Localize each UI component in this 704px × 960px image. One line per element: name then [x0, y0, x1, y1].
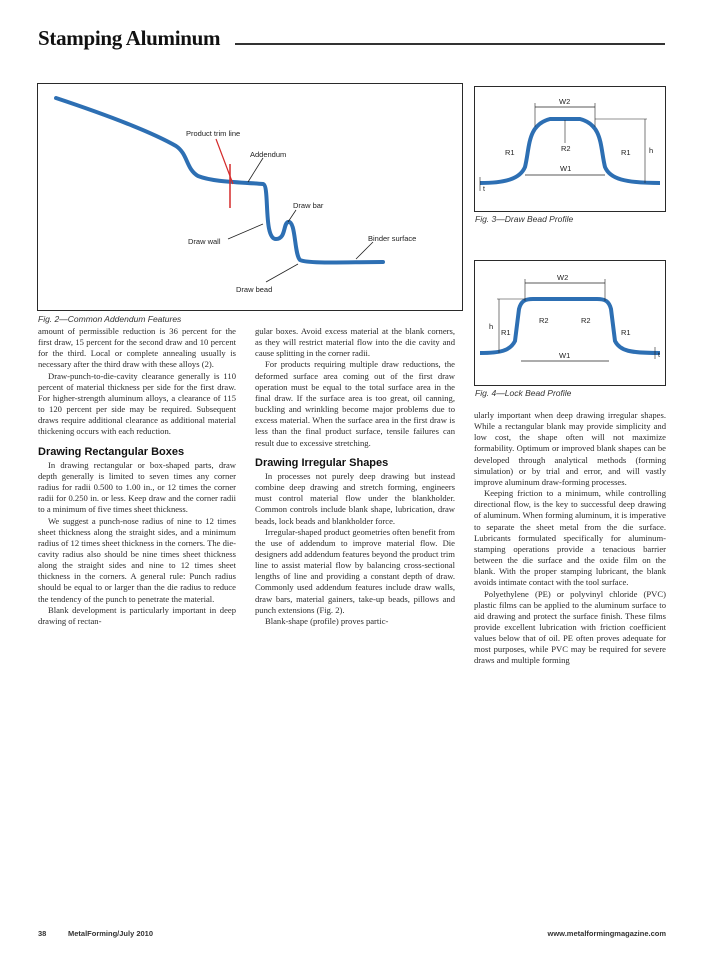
- label-r1-right: R1: [621, 328, 631, 337]
- paragraph: We suggest a punch-nose radius of nine to 12 times sheet thickness along the straight sides, and a minimum radius of 12 times sheet thickness in the corners. The die-cavity radius also should be nine times sheet thickness along the straight sides and nine to 12 times sheet thickness in the corners. A general rule: Punch radius should be equal to or larger than the die radius to reduce the tendency of the punch to penetrate the material.: [38, 515, 236, 604]
- label-w1: W1: [560, 164, 572, 173]
- label-r2: R2: [561, 144, 571, 153]
- label-h: h: [489, 322, 494, 331]
- label-r1-left: R1: [501, 328, 511, 337]
- figure-4-box: [474, 260, 666, 386]
- label-r2-right: R2: [581, 316, 591, 325]
- paragraph: Keeping friction to a minimum, while controlling directional flow, is the key to successful deep drawing of aluminum. When forming aluminum, it is imperative to separate the sheet metal from the die surface. Lubricants formulated specifically for aluminum-stamping operations provide a tenacious barrier between the die surface and the oxide film on the blank. With the proper stamping lubricant, the blank avoids intimate contact with the tool surface.: [474, 488, 666, 588]
- label-w1: W1: [559, 351, 571, 360]
- paragraph: For products requiring multiple draw reductions, the deformed surface area coming out of the first draw operation must be equal to the total surface area in the final draw. If the surface area is too great, oil canning, buckling and wrinkling become major problems due to excess material. When the surface area in the first draw is less than the final product surface, tensile failures can result due to excessive stretching.: [255, 359, 455, 448]
- figure-2-diagram: [38, 84, 462, 310]
- paragraph: ularly important when deep drawing irregular shapes. While a rectangular blank may provide simplicity and low cost, the shape often will not maximize formability. Optimum or improved blank shapes can be developed through analytical methods (forming simulation) or by trial and error, and will vastly improve aluminum draw-forming processes.: [474, 410, 666, 487]
- paragraph: Blank-shape (profile) proves partic-: [265, 615, 389, 626]
- label-draw-bead: Draw bead: [236, 285, 273, 294]
- label-addendum: Addendum: [250, 150, 287, 159]
- label-r2-left: R2: [539, 316, 549, 325]
- text-column-2: [255, 326, 455, 627]
- label-draw-bar: Draw bar: [293, 201, 324, 210]
- lock-bead-profile: [480, 299, 660, 353]
- paragraph: Blank development is particularly important in deep drawing of rectan-: [38, 604, 236, 626]
- figure-3-caption: Fig. 3—Draw Bead Profile: [475, 214, 574, 224]
- label-w2: W2: [557, 273, 569, 282]
- figure-3-diagram: [475, 87, 665, 211]
- label-t: t: [658, 352, 660, 359]
- paragraph: Draw-punch-to-die-cavity clearance generally is 110 percent of material thickness per side for the first draw. For higher-strength aluminum alloys, a clearance of 115 to 120 percent per side may be required. Subsequent draws require additional clearance as additional material thickening occurs with each reduction.: [38, 370, 236, 437]
- label-r1-right: R1: [621, 148, 631, 157]
- paragraph: amount of permissible reduction is 36 percent for the first draw, 15 percent for the second draw and 10 percent for the third. Local or complete annealing usually is necessary after the third draw with these alloys (2).: [38, 326, 236, 370]
- text-column-1: [38, 326, 236, 627]
- label-draw-wall: Draw wall: [188, 237, 221, 246]
- paragraph: In processes not purely deep drawing but instead combine deep drawing and stretch forming, engineers must control material flow under the blankholder. Common controls include blank shape, lubrication, draw beads, lock beads and blankholder force.: [255, 470, 455, 526]
- section-heading-irregular-shapes: Drawing Irregular Shapes: [255, 456, 389, 469]
- footer-magazine: MetalForming/July 2010: [68, 929, 154, 938]
- figure-2-box: [37, 83, 463, 311]
- label-r1-left: R1: [505, 148, 515, 157]
- footer-page-number: 38: [38, 929, 47, 938]
- figure-4-caption: Fig. 4—Lock Bead Profile: [475, 388, 572, 398]
- figure-4-diagram: [475, 261, 665, 385]
- paragraph: Irregular-shaped product geometries often benefit from the use of addendum to improve material flow. Die designers add addendum features beyond the product trim line to assist material flow by balancing cross-sectional lengths of line and providing a constant depth of draw. Commonly used addendum features include draw walls, draw bars, material gainers, take-up beads, pillows and punch extensions (Fig. 2).: [255, 526, 455, 615]
- label-binder-surface: Binder surface: [368, 234, 417, 243]
- figure-2-caption: Fig. 2—Common Addendum Features: [38, 314, 182, 324]
- label-t: t: [483, 186, 485, 193]
- footer-website[interactable]: www.metalformingmagazine.com: [547, 929, 666, 938]
- header-rule: [235, 43, 665, 45]
- label-product-trim-line: Product trim line: [186, 129, 241, 138]
- label-h: h: [649, 146, 654, 155]
- text-column-3: [474, 410, 666, 667]
- figure-3-box: [474, 86, 666, 212]
- paragraph: Polyethylene (PE) or polyvinyl chloride (PVC) plastic films can be applied to the aluminum surface to aid drawing and protect the surface finish. These films provide excellent lubrication with friction coefficient values below that of oil. PE often proves adequate for most purposes, while PVC may be required for severe draws and multiple forming: [474, 588, 666, 666]
- paragraph: gular boxes. Avoid excess material at the blank corners, as they will restrict material flow into the die cavity and cause splitting in the corner radii.: [255, 326, 455, 359]
- page-header-title: Stamping Aluminum: [38, 26, 221, 50]
- label-w2: W2: [559, 97, 571, 106]
- section-heading-rectangular-boxes: Drawing Rectangular Boxes: [38, 445, 185, 458]
- paragraph: In drawing rectangular or box-shaped parts, draw depth generally is limited to seven times any corner radius for radii 0.500 to 1.00 in., or 12 times the corner radii for 0.250 in. or less. Keep draw and the corner radii to a minimum of five times sheet thickness.: [38, 459, 236, 515]
